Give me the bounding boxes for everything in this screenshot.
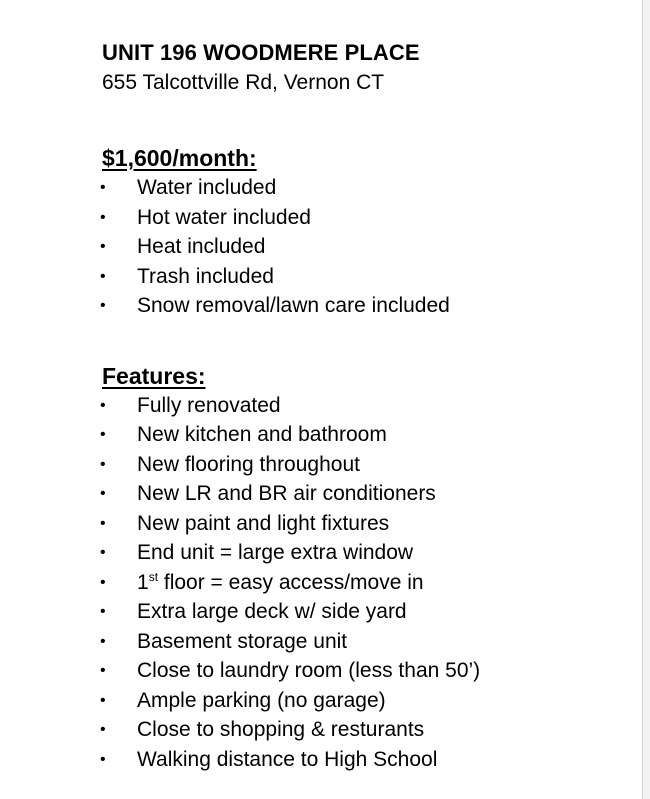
included-item bbox=[102, 173, 632, 203]
bullet-icon: • bbox=[100, 662, 106, 679]
bullet-icon: • bbox=[100, 632, 106, 650]
price-heading: $1,600/month: bbox=[102, 145, 257, 171]
feature-item bbox=[102, 420, 632, 450]
list-item-text: End unit = large extra window bbox=[137, 541, 414, 564]
included-item bbox=[102, 203, 632, 233]
listing-content bbox=[102, 38, 632, 774]
bullet-icon: • bbox=[100, 267, 106, 285]
bullet-icon: • bbox=[100, 750, 106, 768]
feature-item bbox=[102, 568, 632, 598]
feature-item bbox=[102, 391, 632, 421]
feature-item bbox=[102, 715, 632, 745]
ordinal-suffix: st bbox=[148, 569, 159, 584]
list-item-text: Basement storage unit bbox=[137, 629, 348, 653]
bullet-icon: • bbox=[100, 514, 106, 532]
included-item bbox=[102, 291, 632, 321]
bullet-icon: • bbox=[100, 208, 106, 226]
list-item-text: New kitchen and bathroom bbox=[137, 423, 387, 446]
list-item-text: Snow removal/lawn care included bbox=[137, 294, 450, 317]
list-item-text: Hot water included bbox=[137, 205, 311, 229]
features-list bbox=[102, 391, 632, 775]
feature-item bbox=[102, 509, 632, 539]
feature-item bbox=[102, 656, 632, 686]
bullet-icon: • bbox=[100, 603, 106, 620]
list-item-text: Extra large deck w/ side yard bbox=[137, 600, 407, 623]
bullet-icon: • bbox=[100, 179, 106, 196]
bullet-icon: • bbox=[100, 455, 106, 473]
list-item-text: Ample parking (no garage) bbox=[137, 688, 386, 712]
list-item-text: New paint and light fixtures bbox=[137, 511, 390, 535]
bullet-icon: • bbox=[100, 573, 106, 591]
listing-address: 655 Talcottville Rd, Vernon CT bbox=[102, 71, 385, 94]
listing-title: UNIT 196 WOODMERE PLACE bbox=[102, 40, 420, 65]
bullet-icon: • bbox=[100, 297, 106, 314]
list-item-text: Close to shopping & resturants bbox=[137, 718, 425, 741]
list-item-text: Fully renovated bbox=[137, 393, 281, 417]
feature-item bbox=[102, 597, 632, 627]
list-item-text: Trash included bbox=[137, 264, 274, 288]
bullet-icon: • bbox=[100, 426, 106, 443]
list-item-text: New LR and BR air conditioners bbox=[137, 482, 436, 505]
list-item-text: Close to laundry room (less than 50’) bbox=[137, 659, 481, 682]
bullet-icon: • bbox=[100, 691, 106, 709]
bullet-icon: • bbox=[100, 544, 106, 561]
page-edge bbox=[642, 0, 643, 799]
feature-item bbox=[102, 627, 632, 657]
list-item-text: Water included bbox=[137, 176, 277, 199]
feature-item bbox=[102, 538, 632, 568]
feature-item bbox=[102, 479, 632, 509]
list-item-text: Walking distance to High School bbox=[137, 747, 438, 771]
list-item-text: 1st floor = easy access/move in bbox=[137, 569, 424, 594]
bullet-icon: • bbox=[100, 396, 106, 414]
list-item-text: New flooring throughout bbox=[137, 452, 360, 476]
list-item-text: Heat included bbox=[137, 235, 266, 258]
included-utilities-list bbox=[102, 173, 632, 321]
bullet-icon: • bbox=[100, 721, 106, 738]
feature-item bbox=[102, 450, 632, 480]
included-item bbox=[102, 232, 632, 262]
included-item bbox=[102, 262, 632, 292]
feature-item bbox=[102, 745, 632, 775]
feature-item bbox=[102, 686, 632, 716]
bullet-icon: • bbox=[100, 485, 106, 502]
features-heading: Features: bbox=[102, 362, 206, 389]
bullet-icon: • bbox=[100, 238, 106, 255]
